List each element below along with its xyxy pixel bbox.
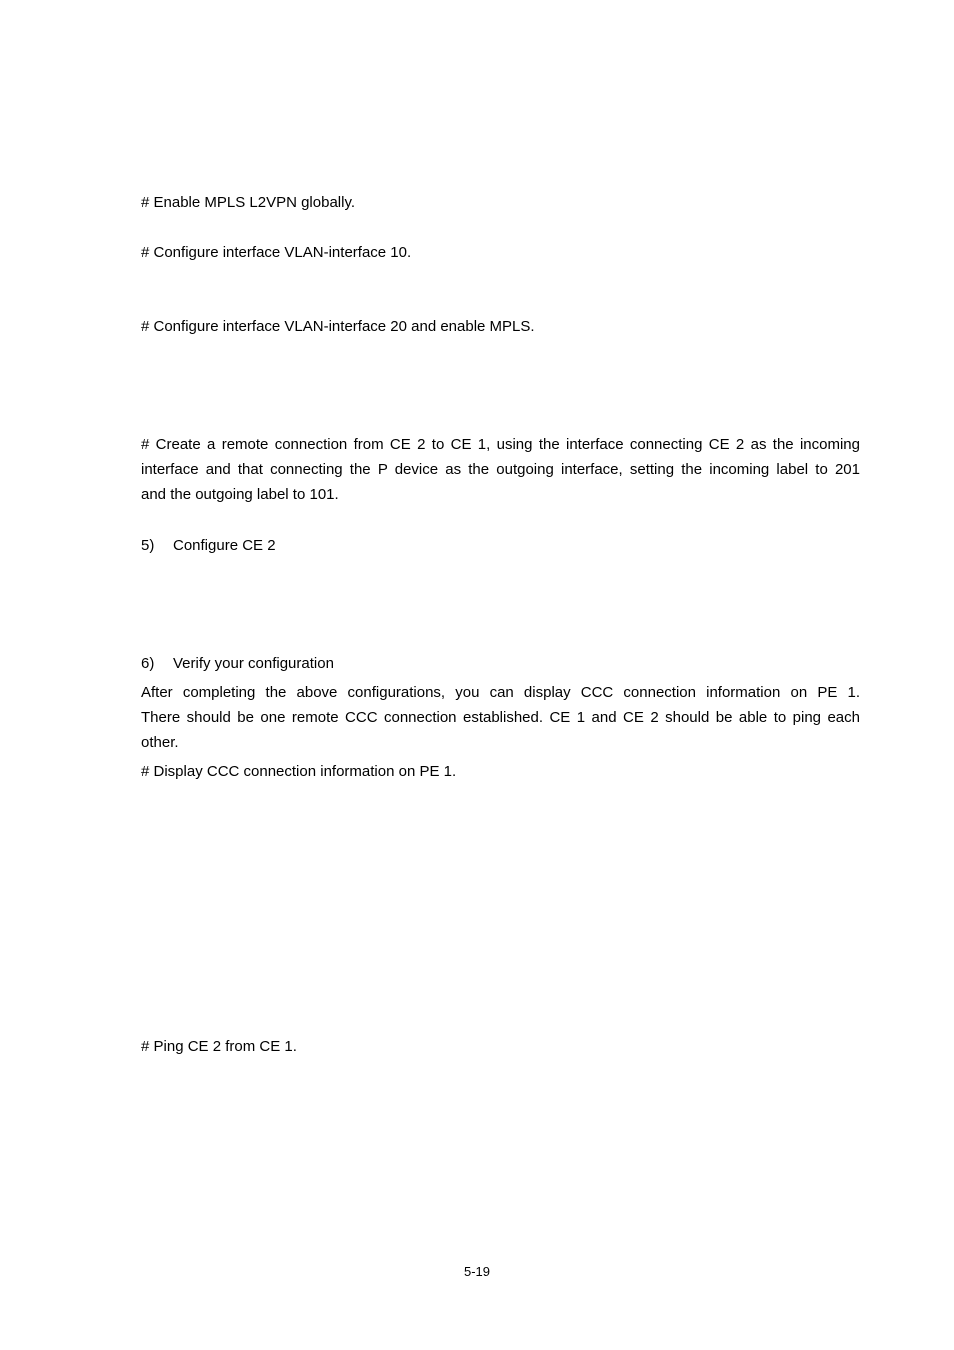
config-vlan10-text: # Configure interface VLAN-interface 10. — [141, 244, 412, 261]
step-verify-configuration — [141, 651, 334, 676]
paragraph-line: and the outgoing label to 101. — [141, 486, 339, 503]
step-label: Verify your configuration — [173, 655, 334, 672]
step-number: 6) — [141, 655, 155, 672]
remote-connection-paragraph — [141, 432, 860, 507]
paragraph-line: interface and that connecting the P device as the outgoing interface, setting the incoming label to 201 — [141, 461, 860, 478]
paragraph-line: After completing the above configurations, you can display CCC connection information on PE 1. — [141, 684, 860, 701]
paragraph-line: other. — [141, 734, 179, 751]
paragraph-line: There should be one remote CCC connection established. CE 1 and CE 2 should be able to ping each — [141, 709, 860, 726]
verify-paragraph — [141, 680, 860, 755]
enable-l2vpn-text: # Enable MPLS L2VPN globally. — [141, 194, 356, 211]
ping-ce2-text: # Ping CE 2 from CE 1. — [141, 1038, 297, 1055]
paragraph-line: # Create a remote connection from CE 2 to CE 1, using the interface connecting CE 2 as the incoming — [141, 436, 860, 453]
step-configure-ce2 — [141, 533, 276, 558]
config-vlan20-text: # Configure interface VLAN-interface 20 and enable MPLS. — [141, 318, 535, 335]
step-number: 5) — [141, 537, 155, 554]
step-label: Configure CE 2 — [173, 537, 276, 554]
display-ccc-text: # Display CCC connection information on PE 1. — [141, 763, 457, 780]
page-number: 5-19 — [463, 1264, 491, 1279]
